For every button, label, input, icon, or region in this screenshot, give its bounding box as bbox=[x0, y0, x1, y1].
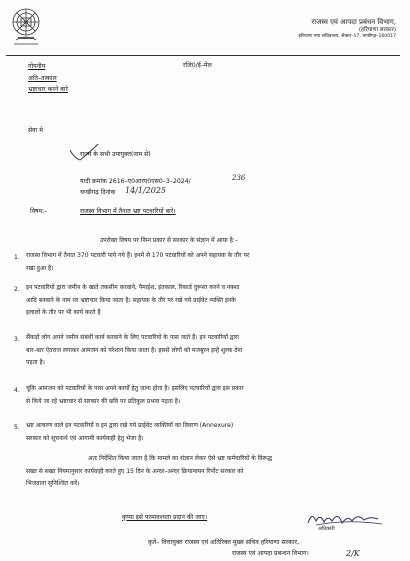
point-4-line: चूंकि आमजन को पटवारियों के पास अपने कार्यों हेतु जाना होता है। इसलिए पटवारियों द्वारा इस प्रकार bbox=[26, 385, 244, 392]
government-name: (हरियाणा सरकार) bbox=[358, 26, 396, 33]
closing-request: कृप्या इसे परमावश्यता प्रदान की जाए। bbox=[122, 514, 208, 521]
point-2 bbox=[26, 282, 239, 320]
salutation: सेवा मे bbox=[28, 127, 43, 134]
point-4-line: से किये जा रहे भ्रष्टाचार से सरकार की छवि पर प्रतिकूल प्रभाव पड़ता है। bbox=[26, 397, 181, 405]
department-address: हरियाणा नया सचिवालय, सैक्टर–17, चण्डीगढ़–160017 bbox=[298, 33, 396, 39]
intro-paragraph: उपरोक्त विषय पर निम्न प्रकार से सरकार के संज्ञान में आया है:– bbox=[100, 237, 238, 244]
point-1-number: 1. bbox=[14, 254, 20, 261]
signature-line-1: कृते– वित्तायुक्त राजस्व एवं अतिरिक्त मुख्य सचिव हरियाणा सरकार, bbox=[148, 539, 300, 546]
point-5-line: भ्रष्ट आचरण वाले इन पटवारियों व इन द्वारा रखे गये प्राईवेट व्यक्तियों का विवरण (Annexure) bbox=[26, 422, 234, 429]
officer-label: अधिकारी bbox=[318, 526, 335, 532]
department-name: राजस्व एवं आपदा प्रबंधन विभाग, bbox=[311, 18, 396, 26]
point-1-line: रखा हुआ है। bbox=[26, 264, 54, 272]
memo-number: यादी क्रमांक 2616–ए0आरए0एस0–3–2024/ bbox=[80, 178, 191, 185]
header-divider bbox=[6, 55, 400, 56]
point-3-number: 3. bbox=[14, 336, 20, 343]
point-2-line: इलालों के तौर पर भी कार्य करते हैं bbox=[26, 309, 101, 317]
point-2-line: इन पटवारियों द्वारा जमीन के खाते तकसीम करवाने, पैमाईश, इंतकाल, रिकार्ड दुरूस्त करने व नक्शा bbox=[26, 284, 240, 291]
date-label: चण्डीगढ़ दिनांक bbox=[80, 189, 116, 196]
point-5-line: सरकार को सूचनार्थ एवं आगामी कार्यवाही हेतु भेजा है। bbox=[26, 434, 144, 442]
point-1 bbox=[26, 250, 249, 275]
directive-line: भिजवाना सुनिश्चित करें। bbox=[26, 480, 80, 488]
handwritten-mark: 2/K bbox=[346, 549, 360, 558]
point-5 bbox=[26, 420, 233, 445]
confidential-label: गोपनीय bbox=[28, 63, 46, 70]
subject-short-label: भ्रष्टाचार करने बारे bbox=[28, 86, 68, 93]
directive-line: सख्त से सख्त नियमानुसार कार्यवाही करते हुए 15 दिन के अन्दर–अन्दर क्रियान्वयन रिर्पोट सरकार को bbox=[26, 467, 244, 475]
point-3-line: सैंकड़ों लोग अपने जमीन संबंधी कार्य करवाने के लिए पटवारियों के पास जाते हैं। इन पटवारियों द्वारा bbox=[26, 334, 239, 341]
point-3 bbox=[26, 332, 242, 370]
letterhead bbox=[299, 18, 396, 39]
directive-paragraph bbox=[26, 453, 272, 491]
point-5-number: 5. bbox=[14, 424, 20, 431]
point-4 bbox=[26, 383, 244, 408]
point-3-line: बार–बार ऐतराज लगाकर आमजन को परेशान किया जाता है। इससे लोगों को मजबूरन इन्हें शुल्क देना bbox=[26, 346, 243, 354]
point-2-line: आदि बनवाने के नाम पर भ्रष्टाचार किया जाता है। सहायक के तौर पर रखे गये प्राईवेट व्यक्ति इनके bbox=[26, 296, 236, 304]
recipient-line: राज्य के सभी उपायुक्त(नाम से) bbox=[80, 151, 151, 158]
subject-text: राजस्व विभाग में तैनात भ्रष्ट पटवारियों बारे। bbox=[80, 208, 176, 215]
registered-email-label: रजि0/ई–मेल bbox=[183, 62, 212, 69]
date-handwritten: 14/1/2025 bbox=[125, 186, 167, 195]
directive-line: अतः निर्देशित किया जाता है कि मामले का संज्ञान लेकर ऐसे भ्रष्ट कर्मचारियों के विरूद्ध bbox=[88, 455, 273, 462]
memo-number-handwritten: 236 bbox=[232, 174, 246, 182]
haryana-emblem-icon bbox=[8, 4, 44, 48]
subject-label: विषय:– bbox=[30, 208, 48, 215]
point-3-line: पड़ता है। bbox=[26, 359, 45, 367]
point-4-number: 4. bbox=[14, 387, 20, 394]
signature-line-2: राजस्व एवं आपदा प्रबन्धन विभाग। bbox=[232, 550, 309, 557]
point-1-line: राजस्व विभाग में तैनात 370 पटवारी पाये गये हैं। इनमें से 170 पटवारियों को अपने सहायक के तौर पर bbox=[26, 252, 250, 259]
point-2-number: 2. bbox=[14, 286, 20, 293]
most-urgent-label: अति–तत्काल bbox=[28, 75, 57, 82]
